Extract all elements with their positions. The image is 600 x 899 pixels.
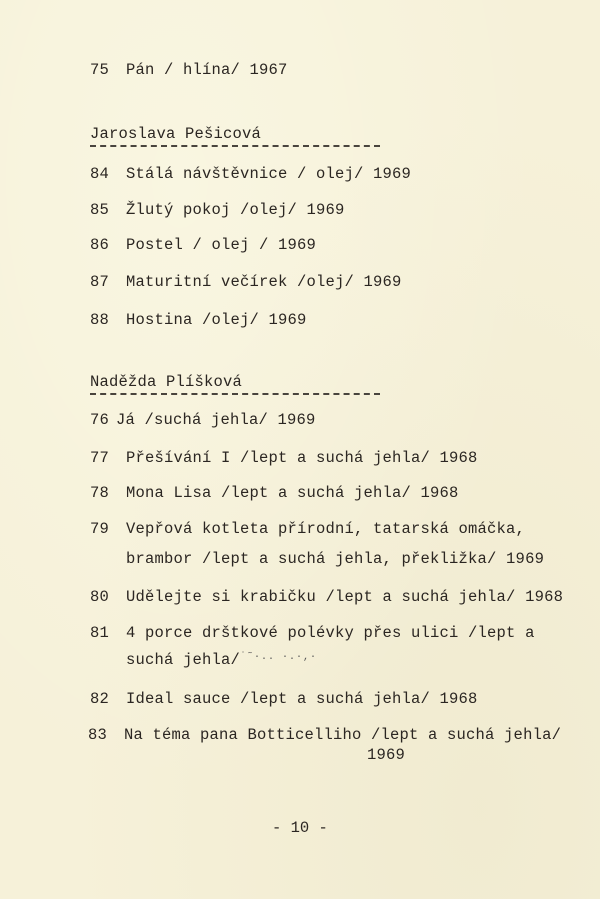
entry-number: 88 (90, 311, 110, 329)
entry-number: 77 (90, 449, 110, 467)
catalog-entry (90, 483, 459, 503)
entry-number: 86 (90, 236, 110, 254)
catalog-entry (90, 410, 316, 430)
catalog-entry (90, 587, 563, 607)
heading-underline (90, 393, 380, 395)
entry-number: 78 (90, 484, 110, 502)
entry-text: Vepřová kotleta přírodní, tatarská omáčka, (126, 520, 526, 538)
entry-number: 80 (90, 588, 110, 606)
entry-number: 76 (90, 411, 110, 429)
entry-text: 4 porce drštkové polévky přes ulici /lept a (126, 624, 535, 642)
entry-number: 84 (90, 165, 110, 183)
catalog-entry (90, 623, 535, 643)
page-number: - 10 - (272, 819, 328, 837)
entry-text: Na téma pana Botticelliho /lept a suchá jehla/ (124, 726, 562, 744)
catalog-entry (90, 310, 307, 330)
entry-continuation: 1969 (367, 746, 406, 764)
catalog-entry (88, 725, 561, 745)
entry-number: 79 (90, 520, 110, 538)
artist-heading: Jaroslava Pešicová (90, 125, 262, 143)
catalog-entry (90, 200, 345, 220)
heading-underline (90, 145, 380, 147)
catalog-entry (90, 448, 478, 468)
entry-number: 81 (90, 624, 110, 642)
entry-text: Maturitní večírek /olej/ 1969 (126, 273, 402, 291)
entry-text: Hostina /olej/ 1969 (126, 311, 307, 329)
catalog-entry (90, 235, 316, 255)
entry-continuation: suchá jehla/ (126, 651, 241, 669)
catalog-entry (90, 272, 402, 292)
entry-continuation: brambor /lept a suchá jehla, překližka/ 1969 (126, 550, 545, 568)
catalog-entry (90, 519, 525, 539)
entry-number: 75 (90, 61, 110, 79)
entry-number: 87 (90, 273, 110, 291)
entry-text: Udělejte si krabičku /lept a suchá jehla/ 1968 (126, 588, 564, 606)
catalog-entry (90, 60, 288, 80)
catalog-entry (90, 689, 478, 709)
catalog-entry (90, 164, 411, 184)
entry-text: Pán / hlína/ 1967 (126, 61, 288, 79)
entry-text: Mona Lisa /lept a suchá jehla/ 1968 (126, 484, 459, 502)
entry-number: 83 (88, 726, 108, 744)
entry-text: Přešívání I /lept a suchá jehla/ 1968 (126, 449, 478, 467)
entry-text: Žlutý pokoj /olej/ 1969 (126, 201, 345, 219)
entry-text: Ideal sauce /lept a suchá jehla/ 1968 (126, 690, 478, 708)
artist-heading: Naděžda Plíšková (90, 373, 243, 391)
ink-specks: ˙˜·.. ·.·,· (240, 652, 318, 663)
entry-text: Já /suchá jehla/ 1969 (116, 411, 316, 429)
entry-text: Stálá návštěvnice / olej/ 1969 (126, 165, 412, 183)
entry-number: 85 (90, 201, 110, 219)
entry-number: 82 (90, 690, 110, 708)
entry-text: Postel / olej / 1969 (126, 236, 317, 254)
